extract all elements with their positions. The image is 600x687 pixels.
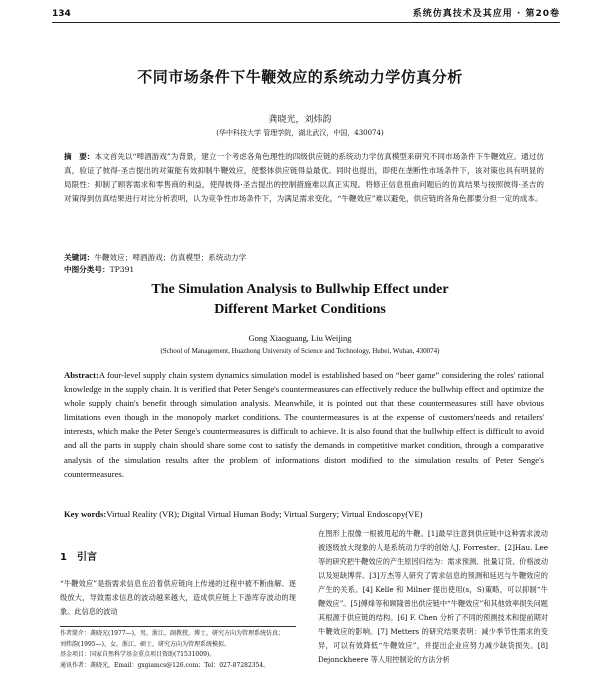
english-keywords (64, 508, 550, 521)
right-column (318, 527, 548, 667)
chinese-keywords-label: 关键词： (64, 253, 95, 262)
english-keywords-label: Key words: (64, 509, 107, 519)
english-authors: Gong Xiaoguang, Liu Weijing (248, 333, 352, 343)
left-column (60, 548, 296, 619)
english-abstract-label: Abstract: (64, 370, 99, 380)
english-title-line2: Different Market Conditions (214, 302, 386, 317)
english-title (60, 280, 540, 320)
chinese-keywords (64, 252, 544, 264)
chinese-abstract (64, 150, 544, 206)
chinese-clc-label: 中图分类号： (64, 265, 110, 274)
english-keywords-text: Virtual Reality (VR); Digital Virtual Human Body; Virtual Surgery; Virtual Endoscopy(VE) (106, 509, 423, 519)
footnote-contact: 通讯作者：龚晓光，Email：gxgiamcs@126.com；Tel：027-87282354。 (60, 661, 270, 669)
section-title: 引言 (76, 552, 97, 563)
footnote-author-1: 作者简介：龚晓光(1977—)，男，浙江，副教授，博士，研究方向为管理系统仿真； (60, 630, 284, 637)
chinese-title: 不同市场条件下牛鞭效应的系统动力学仿真分析 (137, 68, 463, 86)
chinese-clc-text: TP391 (109, 265, 135, 274)
chinese-abstract-text: 本文首先以“啤酒游戏”为背景，建立一个考虑各角色理性的四级供应链的系统动力学仿真模型来研究不同市场条件下牛鞭效应。通过仿真，验证了彼得·圣吉提出的对策能有效抑制牛鞭效应，使整体供应链得益最优。同时也提出，即使在垄断性市场条件下，该对策也具有明显的局限性：抑制了顾客需求和零售商的利益，使得彼得·圣吉提出的控制措施难以真正实现。将修正信息扭曲问题后的仿真结果与按照彼得·圣吉的对策得到仿真结果进行对比分析表明，认为竞争性市场条件下，为满足需求变化，“牛鞭效应”难以避免，供应链的各角色都要分担一定的成本。 (64, 152, 544, 203)
english-affiliation: (School of Management, Huazhong University of Science and Technology, Hubei, Wuhan, 430074) (160, 347, 440, 355)
running-head (52, 6, 560, 23)
right-column-paragraph: 在图形上很像一根被甩起的牛鞭。[1]最早注意到供应链中这种需求波动被逐级放大现象的人是系统动力学的创始人J. Forrester。[2]Hau. Lee 等的研究把牛鞭效应的产生原因归结为：需求预测、批量订货、价格波动以及短缺博弈。[3]万杰等人研究了需求信息的预测和延迟与牛鞭效应的产生的关系。[4] Kelle 和 Milner 提出使用(s，S)策略，可以抑制“牛鞭效应”。[5]傅烽等和顾隆曾出供应链中“牛鞭效应”和其他效率损失问题其根源于供应链的结构。[6] F. Chen 分析了不同的预测技术和提前期对牛鞭效应的影响。[7] Metters 的研究结果表明：减少季节性需求的变异，可以有效降低“牛鞭效应”，并提出企业应努力减少缺货损失。[8] Dejonckheere 等人用控制论的方法分析 (318, 529, 549, 664)
footnote-author-2: 刘炜韵(1995—)，女，浙江，硕士，研究方向为管理系统模拟。 (60, 640, 230, 648)
section-number: 1 (60, 552, 67, 563)
english-title-line1: The Simulation Analysis to Bullwhip Effect under (151, 282, 449, 297)
chinese-keywords-text: 牛鞭效应；啤酒游戏；仿真模型；系统动力学 (94, 253, 247, 262)
english-abstract (64, 368, 544, 481)
section-heading (60, 548, 296, 563)
chinese-affiliation: (华中科技大学 管理学院，湖北武汉，中国，430074) (216, 129, 384, 137)
footnotes (60, 626, 296, 671)
chinese-clc (64, 264, 544, 276)
footnote-funding: 基金项目：国家自然科学基金重点项目资助(71531009)。 (60, 651, 216, 658)
english-abstract-text: A four-level supply chain system dynamics simulation model is established based on “beer game” considering the roles' rational knowledge in the supply chain. It is verified that Peter Senge's countermeasures can effectively reduce the bullwhip effect and optimize the whole supply chain's benefit through simulation analysis. Meanwhile, it is pointed out that these countermeasures still have obvious limitations even though in the monopoly market conditions. The countermeasures is at the expense of customers'needs and retailers' interests, which make the Peter Senge's countermeasures is difficult to achieve. It is also found that the bullwhip effect is difficult to avoid and all the parts in supply chain should share some cost to satisfy the demands in competitive market condition, through a comparative analysis of the simulation results after the problem of informations distort modified to the simulation results of Peter Senge's countermeasures. (64, 370, 544, 479)
journal-name: 系统仿真技术及其应用 · 第20卷 (412, 9, 560, 19)
intro-paragraph: “牛鞭效应”是指需求信息在沿着供应链向上传递的过程中被不断曲解、逐级放大，导致需求信息的波动越来越大，造成供应链上下游库存波动的现象。此信息的波动 (60, 579, 296, 616)
page-number: 134 (52, 9, 71, 19)
chinese-authors: 龚晓光，刘炜韵 (268, 115, 332, 125)
chinese-abstract-label: 摘 要： (64, 152, 95, 161)
